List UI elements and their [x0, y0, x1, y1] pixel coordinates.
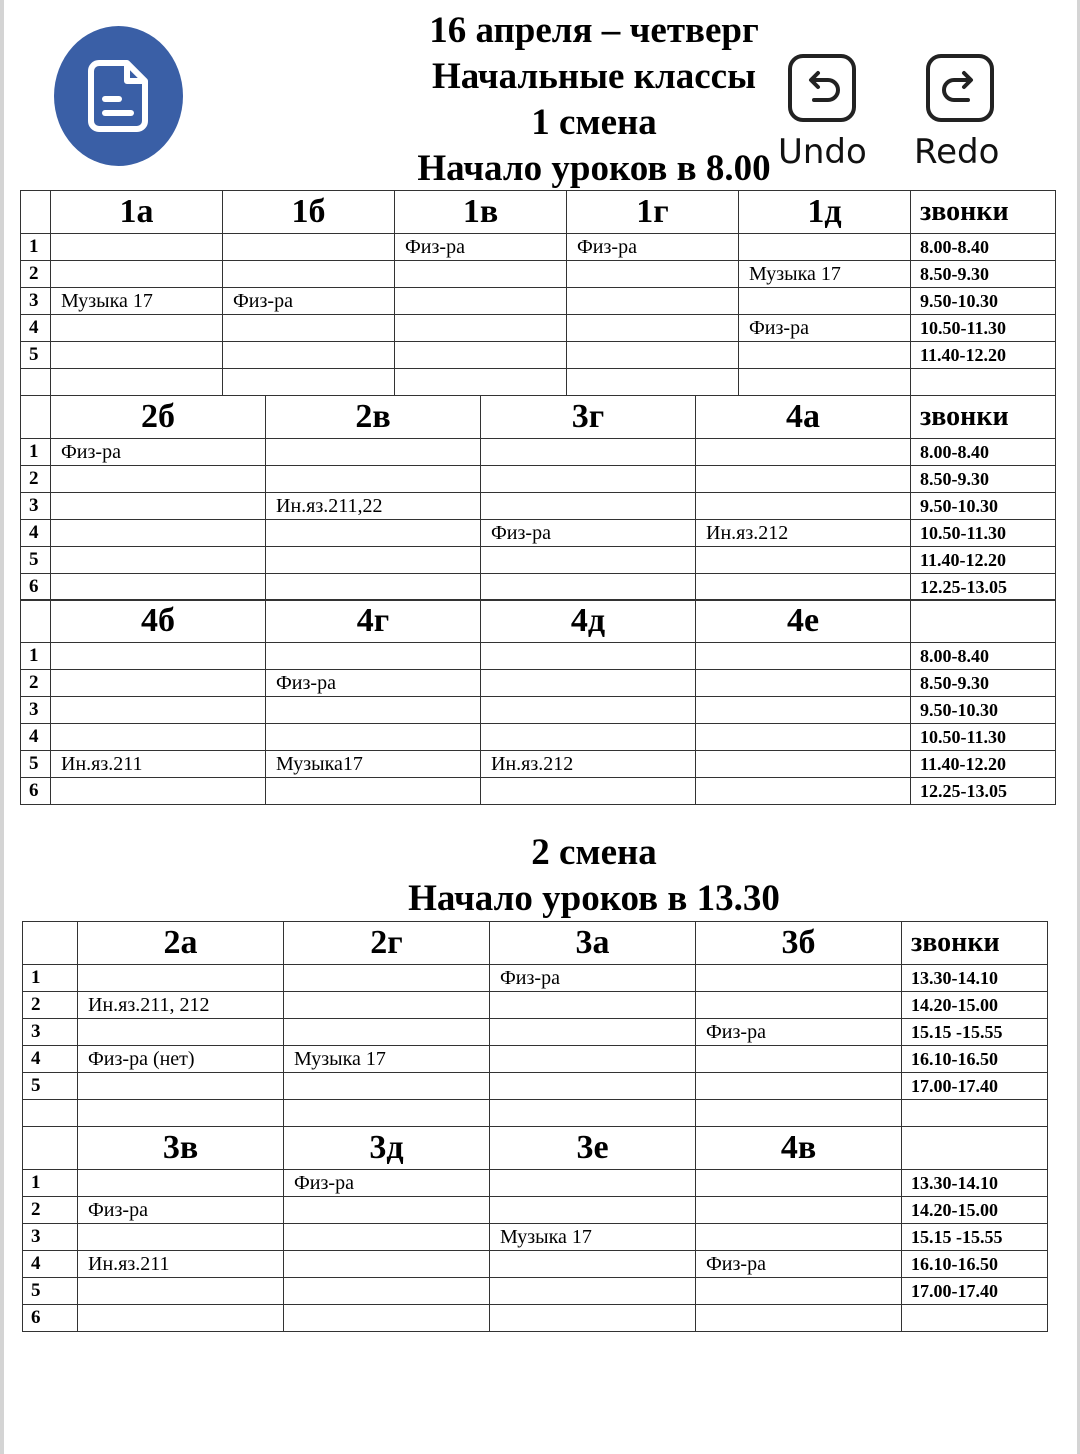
lesson-row — [23, 965, 1048, 992]
lesson-row — [21, 751, 1056, 778]
lesson-row — [21, 520, 1056, 547]
bell-time: 9.50-10.30 — [911, 493, 1056, 520]
lesson-cell: Физ-ра — [739, 315, 911, 342]
lesson-number: 2 — [21, 466, 51, 493]
lesson-row — [23, 1019, 1048, 1046]
lesson-number: 2 — [21, 261, 51, 288]
lesson-cell: Ин.яз.211, 212 — [78, 992, 284, 1019]
lesson-cell — [51, 547, 266, 574]
lesson-cell — [284, 1197, 490, 1224]
lesson-cell — [51, 724, 266, 751]
table-header-row — [21, 396, 1056, 439]
lesson-row — [21, 439, 1056, 466]
class-header: 3в — [78, 1127, 284, 1170]
lesson-cell — [51, 261, 223, 288]
corner-cell — [21, 396, 51, 439]
bell-time: 9.50-10.30 — [911, 697, 1056, 724]
lesson-row — [23, 1073, 1048, 1100]
lesson-cell — [739, 369, 911, 396]
bell-time: 13.30-14.10 — [902, 1170, 1048, 1197]
lesson-row — [23, 992, 1048, 1019]
lesson-cell — [266, 439, 481, 466]
document-page[interactable] — [4, 0, 1077, 1454]
lesson-cell — [490, 1019, 696, 1046]
bell-time: 12.25-13.05 — [911, 778, 1056, 805]
class-header: 2в — [266, 396, 481, 439]
lesson-cell — [266, 643, 481, 670]
lesson-cell — [51, 697, 266, 724]
lesson-cell: Музыка 17 — [739, 261, 911, 288]
lesson-cell — [51, 315, 223, 342]
lesson-cell — [567, 315, 739, 342]
lesson-number: 6 — [23, 1305, 78, 1332]
class-header: 4г — [266, 600, 481, 643]
lesson-cell — [739, 342, 911, 369]
lesson-cell — [223, 234, 395, 261]
schedule-table-grade1 — [20, 190, 1056, 396]
lesson-cell — [223, 261, 395, 288]
class-header: 2а — [78, 922, 284, 965]
bell-time: 14.20-15.00 — [902, 992, 1048, 1019]
lesson-cell — [696, 778, 911, 805]
table-header-row — [23, 1127, 1048, 1170]
bell-time: 15.15 -15.55 — [902, 1224, 1048, 1251]
bell-time: 11.40-12.20 — [911, 342, 1056, 369]
lesson-cell — [696, 965, 902, 992]
lesson-cell — [284, 1100, 490, 1127]
lesson-row — [23, 1305, 1048, 1332]
schedule-table-shift2-a — [22, 921, 1048, 1127]
lesson-cell — [223, 342, 395, 369]
lesson-number: 4 — [21, 520, 51, 547]
lesson-row — [23, 1278, 1048, 1305]
bell-time: 11.40-12.20 — [911, 751, 1056, 778]
header-start-2: Начало уроков в 13.30 — [408, 878, 780, 919]
corner-cell — [23, 922, 78, 965]
lesson-number: 4 — [23, 1251, 78, 1278]
bell-time: 8.00-8.40 — [911, 643, 1056, 670]
lesson-number: 1 — [21, 439, 51, 466]
lesson-cell — [490, 1170, 696, 1197]
lesson-cell — [739, 288, 911, 315]
class-header: 4в — [696, 1127, 902, 1170]
lesson-number: 4 — [23, 1046, 78, 1073]
lesson-cell — [51, 342, 223, 369]
lesson-cell — [78, 1073, 284, 1100]
lesson-cell: Ин.яз.212 — [696, 520, 911, 547]
class-header: 4б — [51, 600, 266, 643]
lesson-cell — [490, 1046, 696, 1073]
undo-icon — [802, 70, 842, 106]
bell-time: 9.50-10.30 — [911, 288, 1056, 315]
table-header-row — [21, 191, 1056, 234]
lesson-cell: Физ-ра (нет) — [78, 1046, 284, 1073]
corner-cell — [21, 191, 51, 234]
corner-cell — [21, 600, 51, 643]
lesson-cell — [78, 1305, 284, 1332]
lesson-cell: Музыка 17 — [490, 1224, 696, 1251]
lesson-row — [21, 261, 1056, 288]
lesson-number: 3 — [21, 288, 51, 315]
bell-time: 12.25-13.05 — [911, 574, 1056, 601]
lesson-row — [21, 288, 1056, 315]
lesson-cell — [481, 670, 696, 697]
lesson-cell — [51, 574, 266, 601]
lesson-number: 5 — [23, 1278, 78, 1305]
lesson-cell — [567, 342, 739, 369]
lesson-row — [23, 1170, 1048, 1197]
bell-time — [902, 1305, 1048, 1332]
header-shift-1: 1 смена — [531, 102, 657, 143]
lesson-number: 2 — [21, 670, 51, 697]
lesson-cell — [78, 1224, 284, 1251]
lesson-cell — [696, 1224, 902, 1251]
lesson-row — [21, 724, 1056, 751]
bell-time: 10.50-11.30 — [911, 315, 1056, 342]
bell-time: 17.00-17.40 — [902, 1278, 1048, 1305]
bell-time: 16.10-16.50 — [902, 1251, 1048, 1278]
table-header-row — [23, 922, 1048, 965]
lesson-cell — [481, 439, 696, 466]
lesson-cell — [696, 1197, 902, 1224]
corner-cell — [23, 1127, 78, 1170]
lesson-cell — [481, 697, 696, 724]
class-header: 4д — [481, 600, 696, 643]
lesson-cell: Ин.яз.211,22 — [266, 493, 481, 520]
lesson-row — [21, 697, 1056, 724]
bell-time: 11.40-12.20 — [911, 547, 1056, 574]
lesson-cell — [284, 1019, 490, 1046]
lesson-cell — [481, 643, 696, 670]
bell-time: 15.15 -15.55 — [902, 1019, 1048, 1046]
lesson-cell — [266, 520, 481, 547]
lesson-cell — [223, 369, 395, 396]
lesson-number: 1 — [21, 234, 51, 261]
lesson-cell — [696, 493, 911, 520]
lesson-cell — [395, 342, 567, 369]
lesson-row — [21, 315, 1056, 342]
bell-time: 13.30-14.10 — [902, 965, 1048, 992]
lesson-cell: Ин.яз.212 — [481, 751, 696, 778]
lesson-number: 2 — [23, 992, 78, 1019]
lesson-cell — [51, 493, 266, 520]
lesson-cell: Музыка 17 — [284, 1046, 490, 1073]
lesson-cell — [395, 369, 567, 396]
lesson-cell: Музыка17 — [266, 751, 481, 778]
lesson-cell — [696, 1073, 902, 1100]
lesson-cell — [266, 724, 481, 751]
lesson-cell — [739, 234, 911, 261]
lesson-cell — [490, 1197, 696, 1224]
lesson-cell — [567, 369, 739, 396]
lesson-cell — [78, 1278, 284, 1305]
bells-header: звонки — [911, 191, 1056, 234]
bell-time: 8.50-9.30 — [911, 466, 1056, 493]
lesson-cell — [696, 1100, 902, 1127]
class-header: 2б — [51, 396, 266, 439]
lesson-cell — [490, 1073, 696, 1100]
lesson-number — [21, 369, 51, 396]
redo-icon — [940, 70, 980, 106]
lesson-cell — [266, 574, 481, 601]
lesson-cell — [696, 643, 911, 670]
class-header: 4а — [696, 396, 911, 439]
lesson-cell — [395, 315, 567, 342]
lesson-row — [21, 234, 1056, 261]
bell-time — [911, 369, 1056, 396]
lesson-row — [21, 466, 1056, 493]
class-header: 3д — [284, 1127, 490, 1170]
lesson-cell: Физ-ра — [223, 288, 395, 315]
class-header: 3г — [481, 396, 696, 439]
lesson-cell — [51, 643, 266, 670]
lesson-cell — [696, 1046, 902, 1073]
lesson-cell — [51, 778, 266, 805]
lesson-cell — [696, 466, 911, 493]
lesson-cell — [490, 1305, 696, 1332]
lesson-cell — [266, 547, 481, 574]
class-header: 3а — [490, 922, 696, 965]
schedule-table-shift2-b — [22, 1126, 1048, 1332]
document-icon — [87, 59, 151, 133]
lesson-cell — [490, 1100, 696, 1127]
lesson-cell: Физ-ра — [490, 965, 696, 992]
class-header: 1г — [567, 191, 739, 234]
lesson-number: 2 — [23, 1197, 78, 1224]
bell-time: 10.50-11.30 — [911, 724, 1056, 751]
bell-time: 17.00-17.40 — [902, 1073, 1048, 1100]
lesson-cell — [51, 466, 266, 493]
bell-time — [902, 1100, 1048, 1127]
class-header: 1б — [223, 191, 395, 234]
lesson-row — [21, 574, 1056, 601]
lesson-cell — [51, 520, 266, 547]
redo-button[interactable] — [926, 54, 994, 122]
lesson-cell — [78, 1019, 284, 1046]
header-date: 16 апреля – четверг — [429, 10, 759, 51]
lesson-cell — [696, 574, 911, 601]
bells-header — [911, 600, 1056, 643]
lesson-cell — [481, 574, 696, 601]
lesson-cell: Физ-ра — [567, 234, 739, 261]
lesson-cell: Физ-ра — [266, 670, 481, 697]
lesson-cell — [51, 369, 223, 396]
lesson-cell — [696, 1170, 902, 1197]
lesson-cell: Физ-ра — [481, 520, 696, 547]
lesson-number: 5 — [21, 547, 51, 574]
lesson-cell — [223, 315, 395, 342]
lesson-cell — [696, 1305, 902, 1332]
lesson-number: 6 — [21, 574, 51, 601]
header-shift-2: 2 смена — [531, 832, 657, 873]
class-header: 3е — [490, 1127, 696, 1170]
bell-time: 8.50-9.30 — [911, 261, 1056, 288]
header-title: Начальные классы — [431, 56, 756, 97]
lesson-cell — [481, 547, 696, 574]
lesson-cell: Физ-ра — [696, 1019, 902, 1046]
lesson-row — [21, 778, 1056, 805]
lesson-cell — [284, 1305, 490, 1332]
lesson-number: 3 — [21, 493, 51, 520]
lesson-cell — [284, 1073, 490, 1100]
lesson-row — [21, 493, 1056, 520]
lesson-row — [21, 670, 1056, 697]
lesson-number: 1 — [21, 643, 51, 670]
lesson-cell — [78, 1170, 284, 1197]
lesson-cell — [696, 670, 911, 697]
class-header: 1а — [51, 191, 223, 234]
lesson-cell — [696, 724, 911, 751]
lesson-cell: Ин.яз.211 — [78, 1251, 284, 1278]
lesson-row — [23, 1224, 1048, 1251]
bell-time: 10.50-11.30 — [911, 520, 1056, 547]
lesson-number: 5 — [21, 342, 51, 369]
lesson-cell — [284, 992, 490, 1019]
lesson-cell — [696, 992, 902, 1019]
undo-button[interactable] — [788, 54, 856, 122]
lesson-cell — [481, 493, 696, 520]
lesson-cell — [51, 670, 266, 697]
lesson-cell — [481, 724, 696, 751]
class-header: 2г — [284, 922, 490, 965]
lesson-number: 1 — [23, 1170, 78, 1197]
lesson-cell — [696, 697, 911, 724]
lesson-cell — [696, 1278, 902, 1305]
lesson-number: 4 — [21, 724, 51, 751]
bell-time: 14.20-15.00 — [902, 1197, 1048, 1224]
lesson-number: 3 — [23, 1224, 78, 1251]
lesson-number: 6 — [21, 778, 51, 805]
lesson-cell — [284, 1278, 490, 1305]
lesson-number: 3 — [23, 1019, 78, 1046]
lesson-cell — [395, 261, 567, 288]
undo-label[interactable]: Undo — [778, 132, 867, 172]
bell-time: 16.10-16.50 — [902, 1046, 1048, 1073]
lesson-cell: Физ-ра — [696, 1251, 902, 1278]
lesson-cell: Ин.яз.211 — [51, 751, 266, 778]
lesson-cell — [490, 1251, 696, 1278]
class-header: 4е — [696, 600, 911, 643]
bells-header: звонки — [911, 396, 1056, 439]
bell-time: 8.50-9.30 — [911, 670, 1056, 697]
class-header: 1д — [739, 191, 911, 234]
lesson-number: 1 — [23, 965, 78, 992]
lesson-cell: Физ-ра — [78, 1197, 284, 1224]
lesson-number — [23, 1100, 78, 1127]
schedule-table-grade4 — [20, 599, 1056, 805]
lesson-cell: Физ-ра — [51, 439, 266, 466]
lesson-cell — [696, 547, 911, 574]
lesson-cell — [284, 965, 490, 992]
lesson-cell — [696, 751, 911, 778]
lesson-row — [21, 643, 1056, 670]
lesson-number: 3 — [21, 697, 51, 724]
lesson-cell — [266, 778, 481, 805]
lesson-row — [23, 1100, 1048, 1127]
lesson-cell — [284, 1224, 490, 1251]
lesson-cell — [696, 439, 911, 466]
class-header: 1в — [395, 191, 567, 234]
lesson-cell — [395, 288, 567, 315]
lesson-row — [21, 369, 1056, 396]
schedule-table-grade2-4 — [20, 395, 1056, 601]
lesson-row — [23, 1251, 1048, 1278]
lesson-row — [23, 1197, 1048, 1224]
redo-label[interactable]: Redo — [914, 132, 1000, 172]
lesson-cell — [78, 965, 284, 992]
lesson-number: 4 — [21, 315, 51, 342]
lesson-cell: Музыка 17 — [51, 288, 223, 315]
lesson-cell — [266, 466, 481, 493]
lesson-cell — [567, 261, 739, 288]
lesson-cell — [78, 1100, 284, 1127]
lesson-cell — [51, 234, 223, 261]
lesson-cell — [490, 1278, 696, 1305]
lesson-cell — [481, 466, 696, 493]
lesson-cell — [490, 992, 696, 1019]
lesson-cell — [266, 697, 481, 724]
class-header: 3б — [696, 922, 902, 965]
lesson-row — [23, 1046, 1048, 1073]
lesson-number: 5 — [23, 1073, 78, 1100]
bells-header: звонки — [902, 922, 1048, 965]
lesson-number: 5 — [21, 751, 51, 778]
lesson-cell — [567, 288, 739, 315]
table-header-row — [21, 600, 1056, 643]
header-start-1: Начало уроков в 8.00 — [417, 148, 771, 189]
lesson-cell — [481, 778, 696, 805]
bell-time: 8.00-8.40 — [911, 439, 1056, 466]
lesson-row — [21, 342, 1056, 369]
lesson-cell: Физ-ра — [284, 1170, 490, 1197]
bell-time: 8.00-8.40 — [911, 234, 1056, 261]
lesson-cell — [284, 1251, 490, 1278]
lesson-cell: Физ-ра — [395, 234, 567, 261]
document-fab-button[interactable] — [54, 26, 183, 166]
bells-header — [902, 1127, 1048, 1170]
lesson-row — [21, 547, 1056, 574]
